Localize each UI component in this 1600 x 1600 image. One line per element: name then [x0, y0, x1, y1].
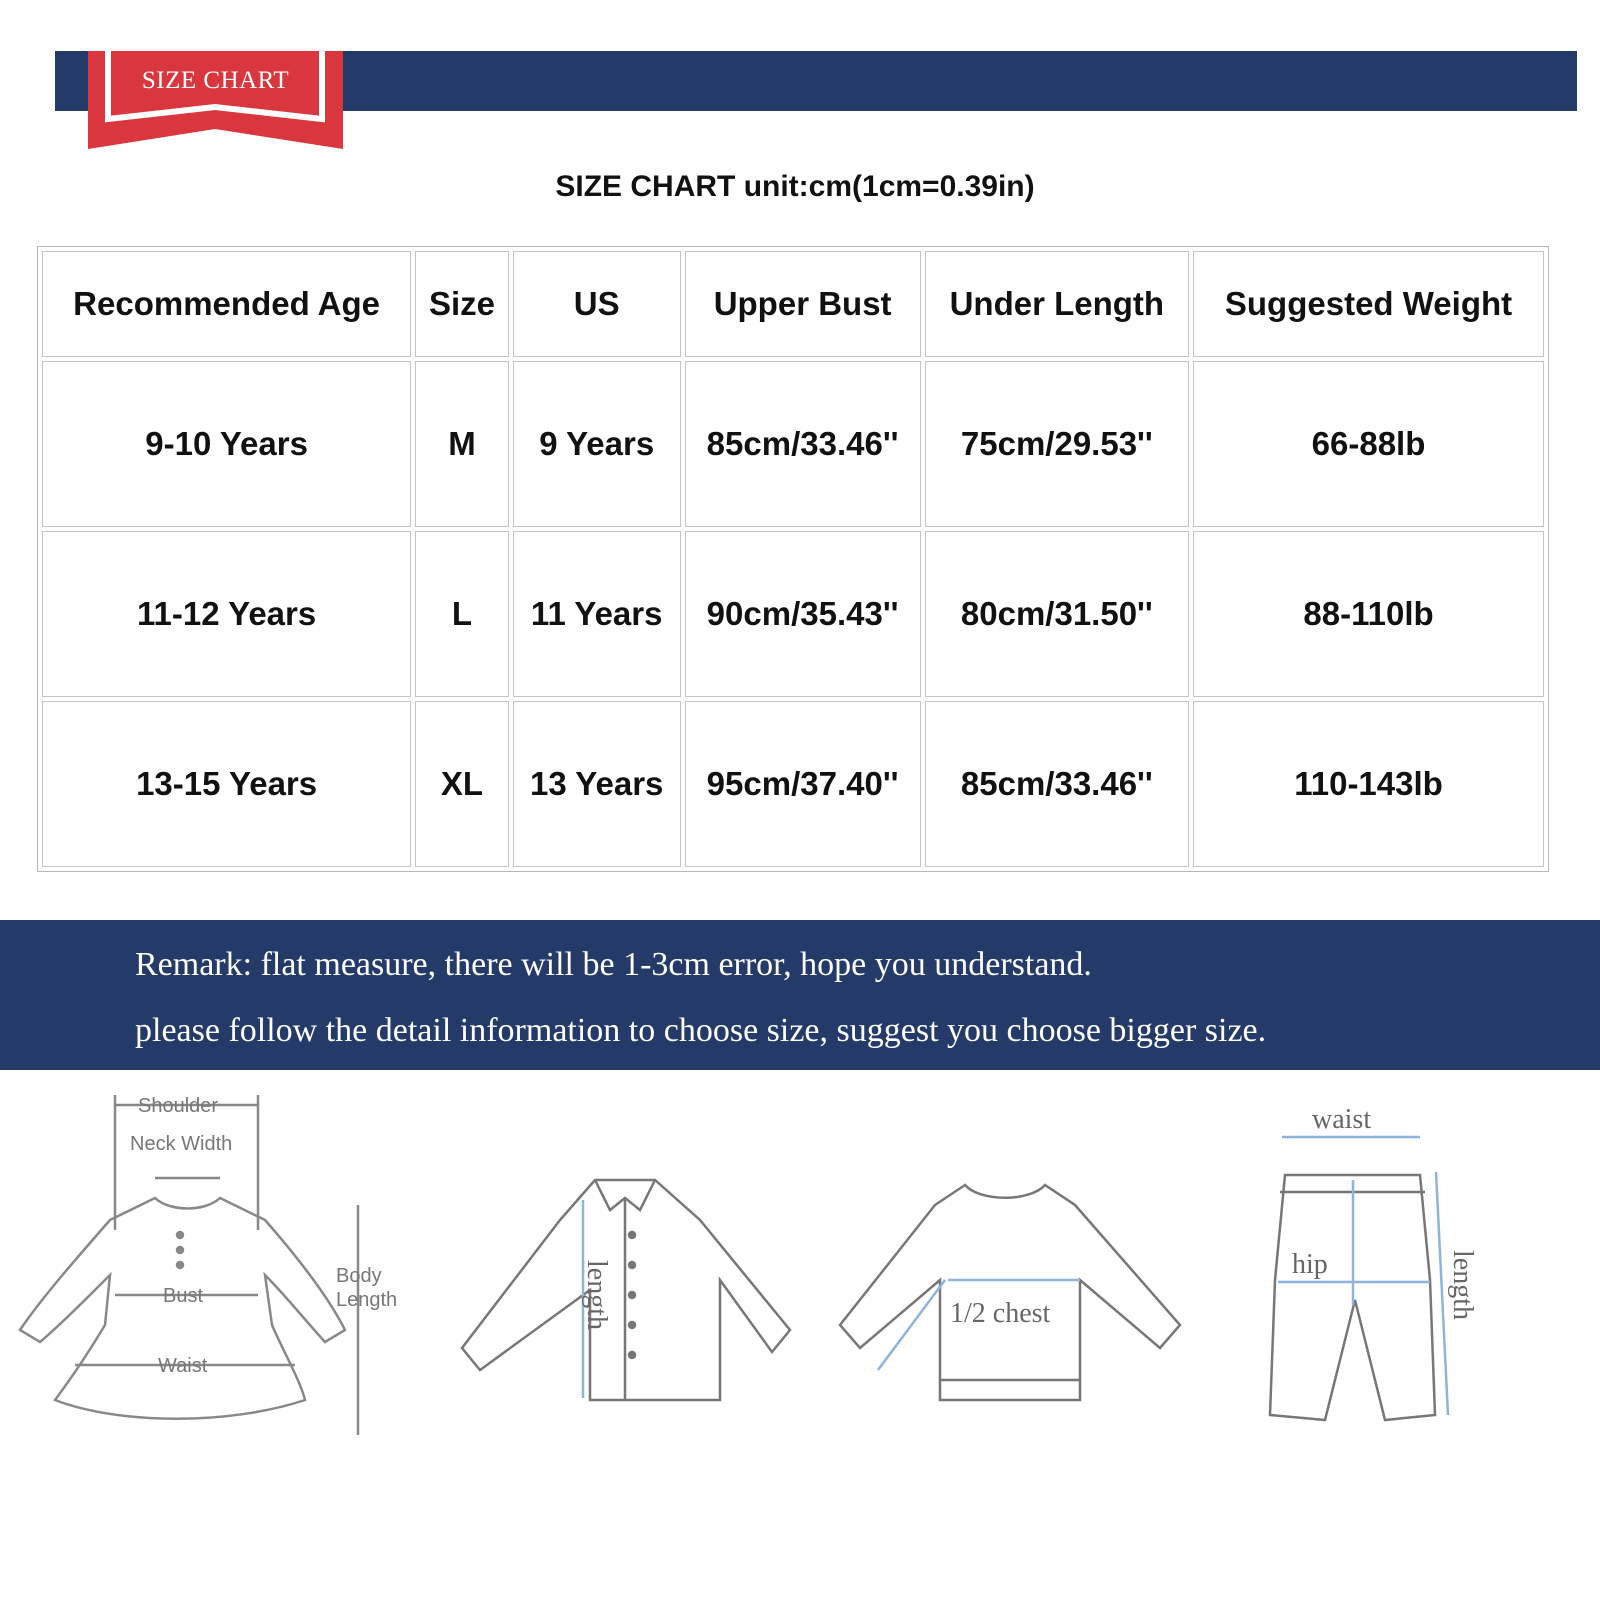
table-cell: L [415, 531, 509, 697]
table-cell: 13-15 Years [42, 701, 411, 867]
size-chart-ribbon [88, 51, 343, 151]
table-row [42, 531, 1544, 697]
remark-line-1: Remark: flat measure, there will be 1-3cm error, hope you understand. [135, 946, 1092, 983]
button-dot [177, 1262, 183, 1268]
table-cell: 75cm/29.53'' [925, 361, 1189, 527]
measurement-illustrations [0, 1080, 1600, 1460]
table-cell: 9 Years [513, 361, 681, 527]
header-cell: Recommended Age [42, 251, 411, 357]
shirt-diagram [462, 1180, 790, 1400]
header-cell: US [513, 251, 681, 357]
table-cell: 110-143lb [1193, 701, 1544, 867]
ribbon-label: SIZE CHART [141, 67, 290, 94]
header-cell: Size [415, 251, 509, 357]
size-table [37, 246, 1549, 872]
table-cell: 85cm/33.46'' [685, 361, 921, 527]
remark-line-2: please follow the detail information to choose size, suggest you choose bigger size. [135, 1012, 1267, 1049]
table-cell: 66-88lb [1193, 361, 1544, 527]
table-cell: 85cm/33.46'' [925, 701, 1189, 867]
table-cell: 9-10 Years [42, 361, 411, 527]
dress-waist-label: Waist [158, 1355, 208, 1377]
table-row [42, 701, 1544, 867]
pants-length-measure-line [1436, 1172, 1448, 1415]
dress-bust-label: Bust [163, 1285, 204, 1307]
table-cell: 13 Years [513, 701, 681, 867]
table-row [42, 361, 1544, 527]
shirt-length-label: length [581, 1260, 612, 1330]
table-header-row [42, 251, 1544, 357]
button-dot [177, 1232, 183, 1238]
chart-subtitle: SIZE CHART unit:cm(1cm=0.39in) [555, 170, 1035, 203]
table-cell: 95cm/37.40'' [685, 701, 921, 867]
header-cell: Suggested Weight [1193, 251, 1544, 357]
pants-length-label: length [1447, 1250, 1478, 1320]
ribbon-shape [88, 51, 343, 151]
table-cell: 90cm/35.43'' [685, 531, 921, 697]
dress-shoulder-label: Shoulder [138, 1095, 219, 1117]
table-cell: 11-12 Years [42, 531, 411, 697]
table-cell: XL [415, 701, 509, 867]
pants-waist-label: waist [1312, 1104, 1372, 1135]
table-cell: M [415, 361, 509, 527]
pants-hip-label: hip [1292, 1249, 1328, 1280]
sweater-chest-label: 1/2 chest [950, 1298, 1051, 1329]
header-cell: Upper Bust [685, 251, 921, 357]
header-cell: Under Length [925, 251, 1189, 357]
dress-neck-width-label: Neck Width [130, 1133, 233, 1155]
table-cell: 80cm/31.50'' [925, 531, 1189, 697]
button-dot [177, 1247, 183, 1253]
table-cell: 88-110lb [1193, 531, 1544, 697]
dress-length-label: Length [336, 1289, 398, 1311]
dress-body-label: Body [336, 1265, 382, 1287]
table-cell: 11 Years [513, 531, 681, 697]
sweater-diagram [840, 1185, 1180, 1400]
